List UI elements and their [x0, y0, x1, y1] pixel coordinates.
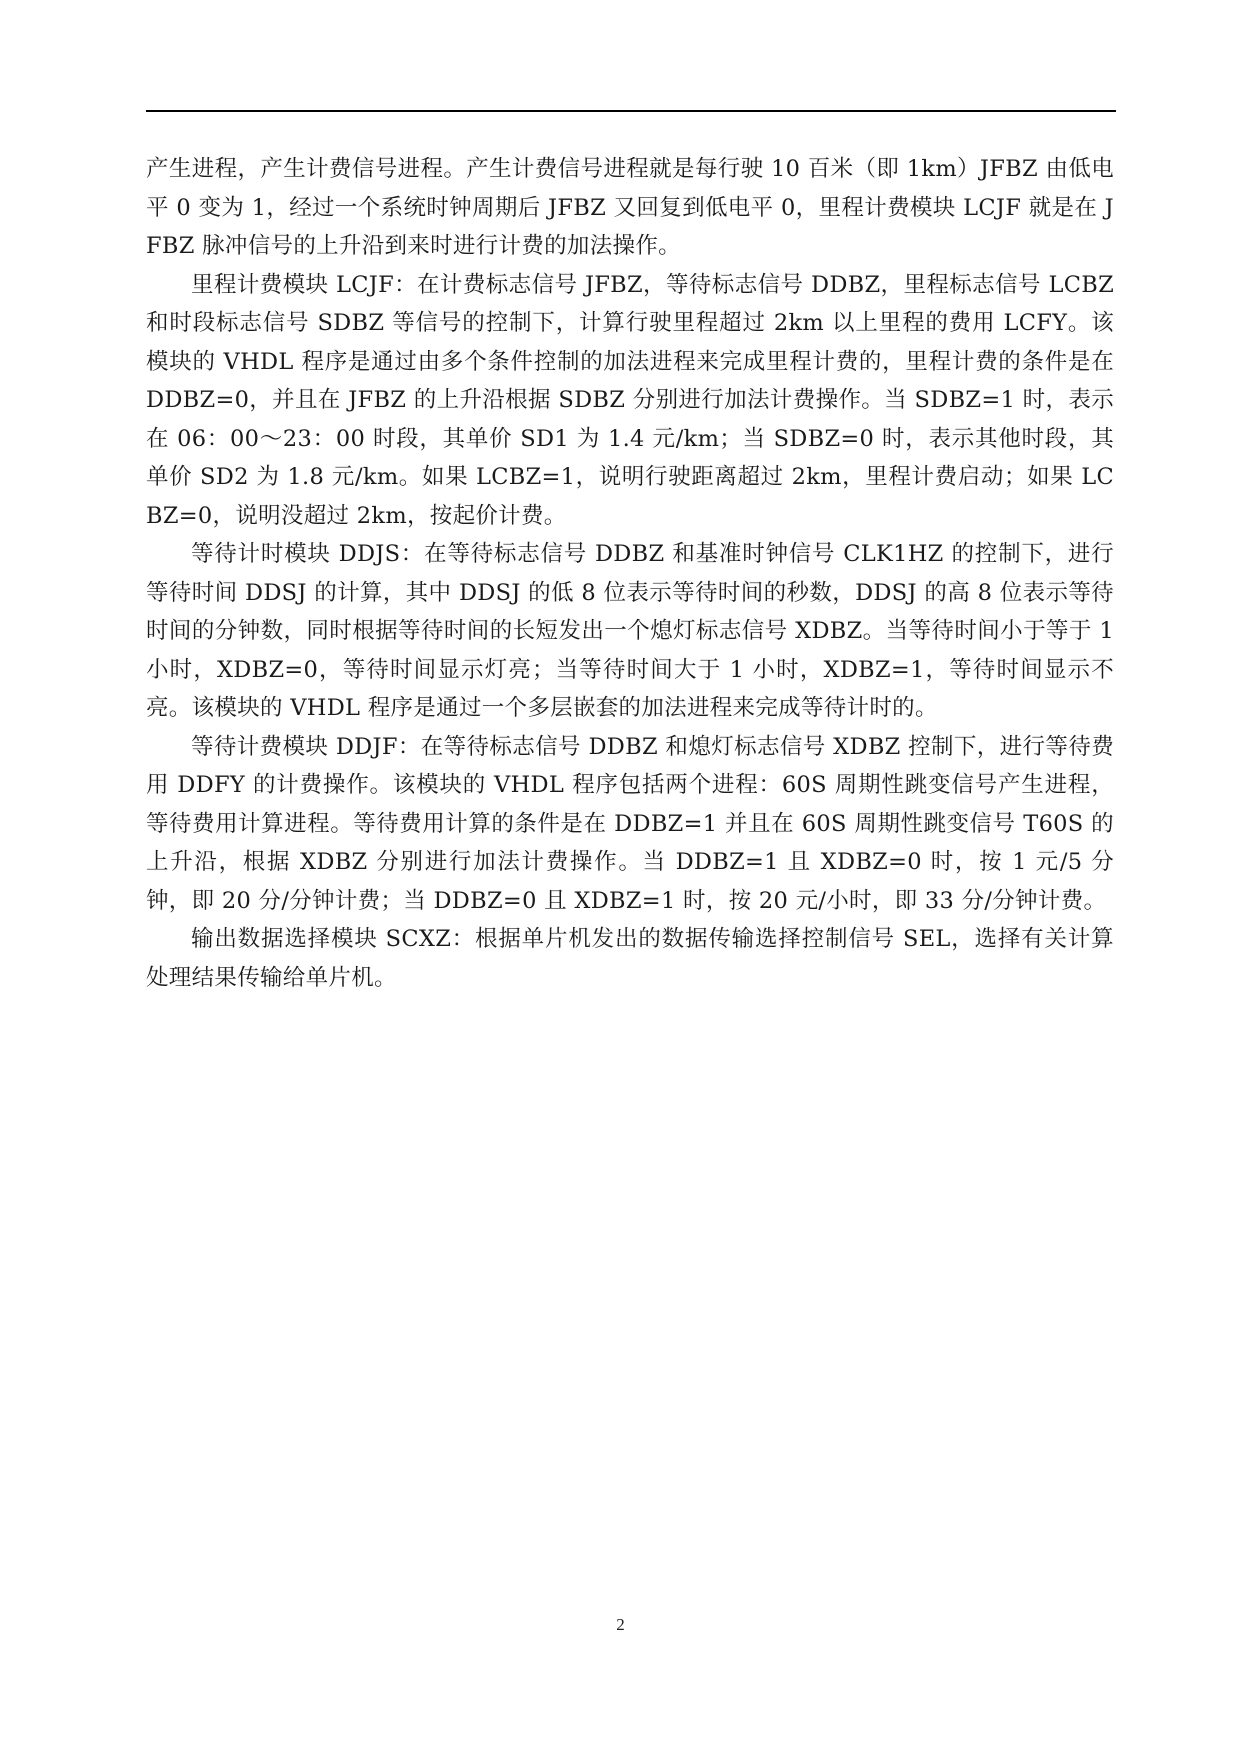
paragraph-ddjs: 等待计时模块 DDJS：在等待标志信号 DDBZ 和基准时钟信号 CLK1HZ 的控制下，进行等待时间 DDSJ 的计算，其中 DDSJ 的低 8 位表示等待时间的秒数，DDSJ 的高 8 位表示等待时间的分钟数，同时根据等待时间的长短发出一个熄灯标志信号 XDBZ。当等待时间小于等于 1 小时，XDBZ=0，等待时间显示灯亮；当等待时间大于 1 小时，XDBZ=1，等待时间显示不亮。该模块的 VHDL 程序是通过一个多层嵌套的加法进程来完成等待计时的。: [146, 541, 1114, 721]
paragraph-scxz: 输出数据选择模块 SCXZ：根据单片机发出的数据传输选择控制信号 SEL，选择有关计算处理结果传输给单片机。: [146, 926, 1114, 991]
header-rule: [146, 110, 1116, 112]
paragraph-lcjf: 里程计费模块 LCJF：在计费标志信号 JFBZ，等待标志信号 DDBZ，里程标志信号 LCBZ 和时段标志信号 SDBZ 等信号的控制下，计算行驶里程超过 2km 以上里程的费用 LCFY。该模块的 VHDL 程序是通过由多个条件控制的加法进程来完成里程计费的，里程计费的条件是在 DDBZ=0，并且在 JFBZ 的上升沿根据 SDBZ 分别进行加法计费操作。当 SDBZ=1 时，表示在 06：00～23：00 时段，其单价 SD1 为 1.4 元/km；当 SDBZ=0 时，表示其他时段，其单价 SD2 为 1.8 元/km。如果 LCBZ=1，说明行驶距离超过 2km，里程计费启动；如果 LCBZ=0，说明没超过 2km，按起价计费。: [146, 271, 1114, 529]
page-number: 2: [616, 1615, 625, 1634]
paragraph-ddjf: 等待计费模块 DDJF：在等待标志信号 DDBZ 和熄灯标志信号 XDBZ 控制下，进行等待费用 DDFY 的计费操作。该模块的 VHDL 程序包括两个进程：60S 周期性跳变信号产生进程，等待费用计算进程。等待费用计算的条件是在 DDBZ=1 并且在 60S 周期性跳变信号 T60S 的上升沿，根据 XDBZ 分别进行加法计费操作。当 DDBZ=1 且 XDBZ=0 时，按 1 元/5 分钟，即 20 分/分钟计费；当 DDBZ=0 且 XDBZ=1 时，按 20 元/小时，即 33 分/分钟计费。: [146, 733, 1114, 914]
paragraph-continuation: 产生进程，产生计费信号进程。产生计费信号进程就是每行驶 10 百米（即 1km）JFBZ 由低电平 0 变为 1，经过一个系统时钟周期后 JFBZ 又回复到低电平 0，里程计费模块 LCJF 就是在 JFBZ 脉冲信号的上升沿到来时进行计费的加法操作。: [146, 156, 1114, 259]
document-body: [146, 150, 1114, 997]
